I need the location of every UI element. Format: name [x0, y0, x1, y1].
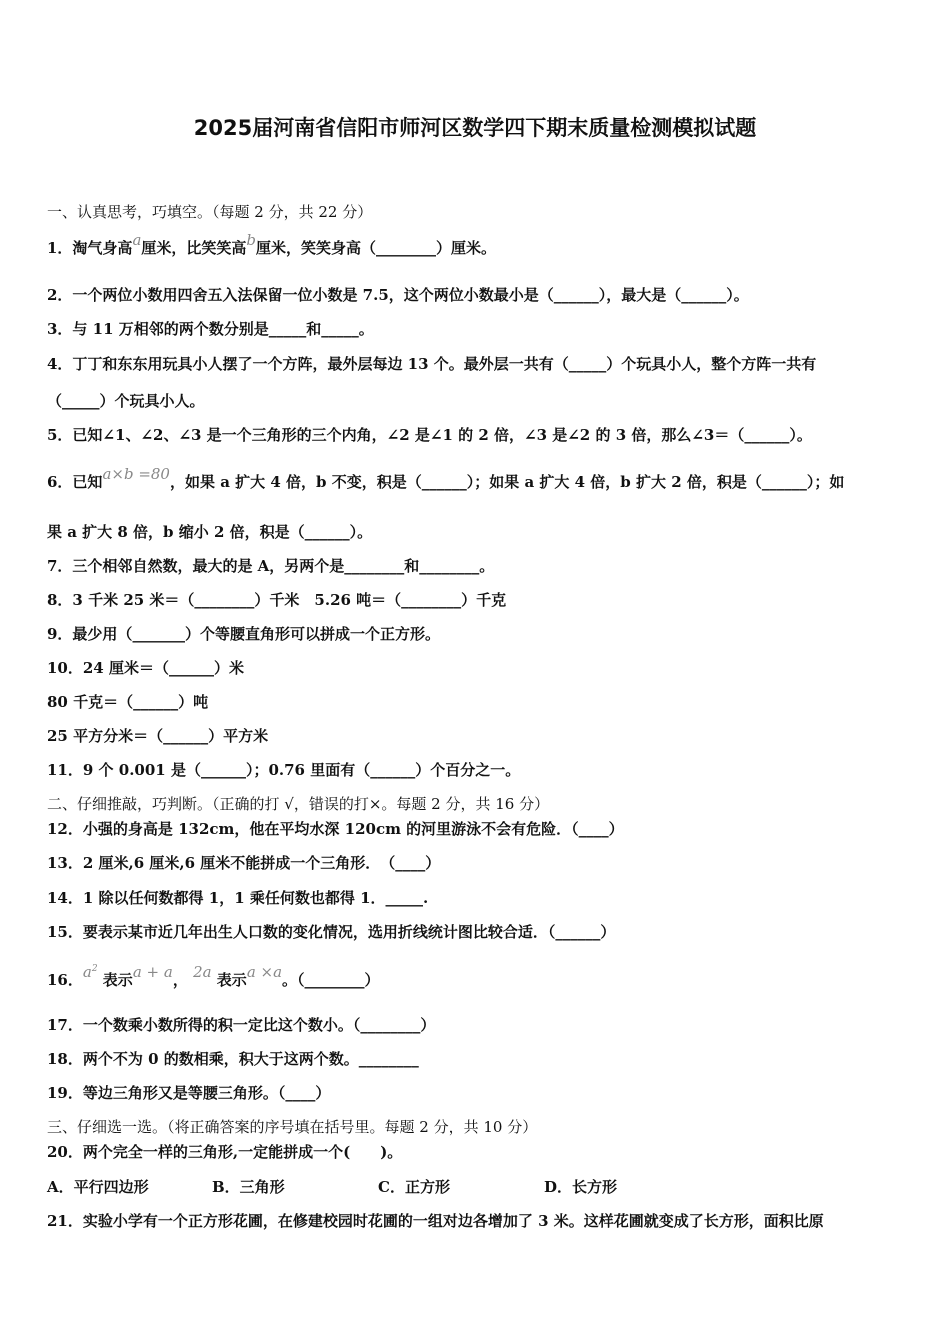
question-9: 9．最少用（_______）个等腰直角形可以拼成一个正方形。 — [47, 625, 440, 643]
question-17: 17．一个数乘小数所得的积一定比这个数小。（________） — [47, 1016, 436, 1034]
option-b[interactable]: B．三角形 — [212, 1178, 285, 1196]
formula-a-times-a: a ×a — [246, 963, 283, 981]
question-1: 1．淘气身高a厘米，比笑笑高b厘米，笑笑身高（________）厘米。 — [47, 231, 497, 257]
question-18: 18．两个不为 0 的数相乘，积大于这两个数。________ — [47, 1050, 419, 1068]
question-21: 21．实验小学有一个正方形花圃，在修建校园时花圃的一组对边各增加了 3 米。这样花圃就变成了长方形，面积比原 — [47, 1212, 824, 1230]
question-14: 14．1 除以任何数都得 1，1 乘任何数也都得 1．_____. — [47, 889, 429, 907]
question-13: 13．2 厘米,6 厘米,6 厘米不能拼成一个三角形． （____） — [47, 854, 441, 872]
question-10c: 25 平方分米＝（______）平方米 — [47, 727, 269, 745]
question-3: 3．与 11 万相邻的两个数分别是_____和_____。 — [47, 320, 374, 338]
question-8: 8．3 千米 25 米＝（________）千米 5.26 吨＝（________）千克 — [47, 591, 507, 609]
option-a[interactable]: A．平行四边形 — [47, 1178, 149, 1196]
question-6: 6．已知a×b =80，如果 a 扩大 4 倍，b 不变，积是（______）；如果 a 扩大 4 倍，b 扩大 2 倍，积是（______）；如 — [47, 465, 845, 491]
question-4a: 4．丁丁和东东用玩具小人摆了一个方阵，最外层每边 13 个。最外层一共有（_____）个玩具小人，整个方阵一共有 — [47, 355, 817, 373]
question-2: 2．一个两位小数用四舍五入法保留一位小数是 7.5，这个两位小数最小是（______），最大是（______）。 — [47, 286, 749, 304]
question-19: 19．等边三角形又是等腰三角形。（____） — [47, 1084, 331, 1102]
formula-a: $a^2$ — [82, 963, 98, 981]
question-10b: 80 千克＝（______）吨 — [47, 693, 209, 711]
option-c[interactable]: C．正方形 — [378, 1178, 450, 1196]
var-a: a — [132, 231, 142, 249]
question-20-options — [47, 1177, 910, 1197]
question-6b: 果 a 扩大 8 倍，b 缩小 2 倍，积是（______）。 — [47, 523, 373, 541]
section-heading-3: 三、仔细选一选。（将正确答案的序号填在括号里。每题 2 分，共 10 分） — [47, 1118, 538, 1136]
question-7: 7．三个相邻自然数，最大的是 A，另两个是________和________。 — [47, 557, 495, 575]
page-title: 2025届河南省信阳市师河区数学四下期末质量检测模拟试题 — [193, 116, 757, 140]
var-b: b — [246, 231, 257, 249]
question-10a: 10．24 厘米＝（______）米 — [47, 659, 244, 677]
question-4b: （_____）个玩具小人。 — [47, 392, 205, 410]
question-11: 11．9 个 0.001 是（______）；0.76 里面有（______）个百分之一。 — [47, 761, 521, 779]
question-12: 12．小强的身高是 132cm，他在平均水深 120cm 的河里游泳不会有危险．（____） — [47, 820, 624, 838]
question-15: 15．要表示某市近几年出生人口数的变化情况，选用折线统计图比较合适．（______） — [47, 923, 616, 941]
question-5: 5．已知∠1、∠2、∠3 是一个三角形的三个内角，∠2 是∠1 的 2 倍，∠3 是∠2 的 3 倍，那么∠3＝（______）。 — [47, 426, 812, 444]
question-20: 20．两个完全一样的三角形,一定能拼成一个( )。 — [47, 1143, 403, 1161]
formula-2a: 2a — [193, 963, 212, 981]
formula-axb: a×b =80 — [102, 465, 170, 483]
section-heading-1: 一、认真思考，巧填空。（每题 2 分，共 22 分） — [47, 203, 373, 221]
formula-a-plus-a: a + a — [132, 963, 173, 981]
option-d[interactable]: D．长方形 — [544, 1178, 618, 1196]
section-heading-2: 二、仔细推敲，巧判断。（正确的打 √，错误的打×。每题 2 分，共 16 分） — [47, 795, 550, 813]
question-16: 16．$a^2$ 表示a + a， 2a 表示a ×a。（________） — [47, 963, 380, 989]
